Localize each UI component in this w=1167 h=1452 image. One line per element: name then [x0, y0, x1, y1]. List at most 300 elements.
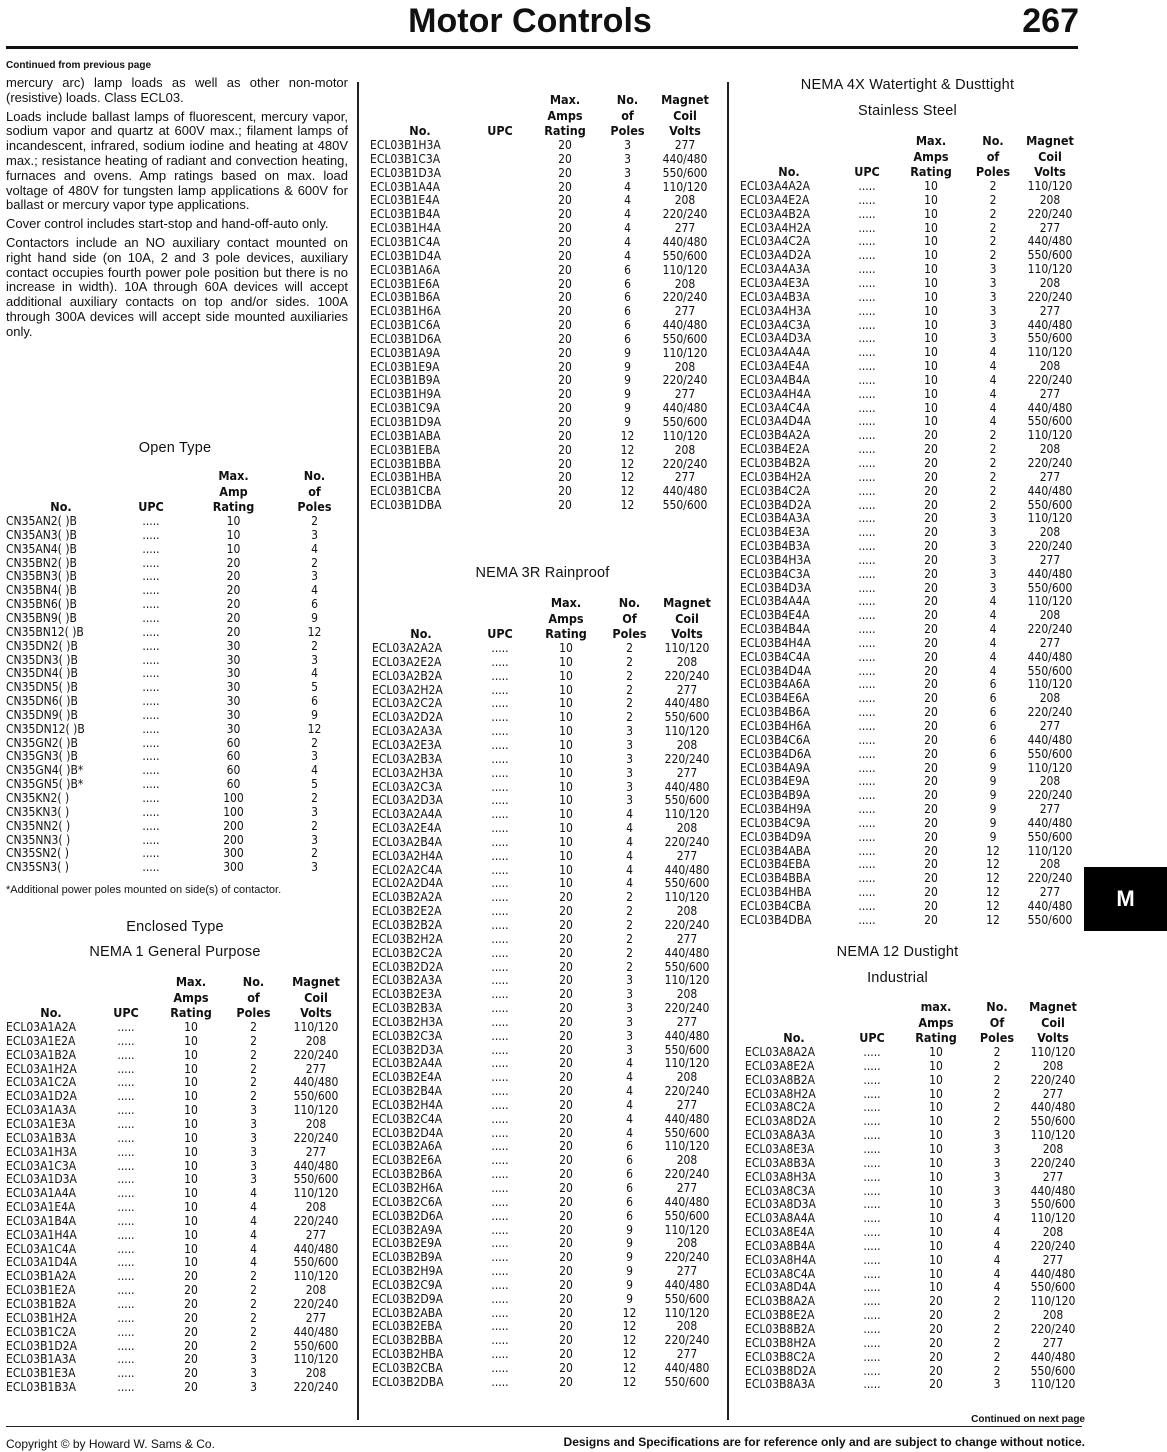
table-cell: 3: [989, 262, 997, 277]
table-cell: 3: [993, 1142, 1001, 1157]
table-cell: 440/480: [293, 1075, 339, 1090]
table-cell: 4: [626, 876, 633, 891]
table-cell: 5: [311, 777, 318, 792]
table-cell: 220/240: [293, 1213, 339, 1228]
table-cell: ECL03B1E4A: [370, 193, 440, 208]
table-cell: 20: [559, 1181, 573, 1196]
table-cell: .....: [491, 710, 509, 725]
table-row: [372, 1057, 717, 1071]
table-row: [372, 905, 717, 919]
table-row: [740, 499, 1080, 513]
table-cell: 20: [924, 802, 938, 817]
header-rule: [6, 46, 1078, 49]
table-cell: 60: [226, 777, 241, 792]
table-cell: 3: [993, 1169, 1001, 1184]
table-cell: 2: [250, 1338, 257, 1353]
table-cell: 4: [250, 1200, 257, 1215]
table-cell: 10: [929, 1086, 943, 1101]
table-cell: 3: [311, 527, 318, 542]
table-cell: 20: [924, 898, 938, 913]
table-row: [740, 429, 1080, 443]
table-cell: 9: [626, 1277, 633, 1292]
table-cell: .....: [491, 876, 509, 891]
table-cell: 4: [993, 1225, 1001, 1240]
table-row: [6, 557, 348, 571]
table-cell: 110/120: [664, 807, 710, 822]
table-cell: 220/240: [1030, 1321, 1076, 1336]
table-cell: 9: [989, 802, 997, 817]
table-cell: .....: [863, 1197, 881, 1212]
table-cell: 10: [924, 317, 938, 332]
table-cell: 110/120: [293, 1352, 339, 1367]
table-cell: 3: [989, 566, 997, 581]
table-cell: 550/600: [662, 414, 708, 429]
table-row: [740, 845, 1080, 859]
table-cell: 20: [558, 138, 572, 153]
table-cell: .....: [491, 1139, 509, 1154]
table-cell: 10: [929, 1280, 943, 1295]
table-cell: 10: [929, 1155, 943, 1170]
table-cell: 9: [626, 1264, 633, 1279]
table-cell: .....: [491, 668, 509, 683]
table-cell: 9: [989, 829, 997, 844]
table-cell: 20: [924, 705, 938, 720]
table-cell: 4: [989, 663, 997, 678]
table-cell: .....: [142, 790, 160, 805]
table-cell: 12: [620, 428, 635, 443]
table-cell: .....: [858, 469, 876, 484]
table-row: [6, 1340, 351, 1354]
table-cell: CN35DN9( )B: [6, 707, 78, 722]
table-cell: ECL03B1A9A: [370, 345, 441, 360]
table-cell: 110/120: [664, 890, 710, 905]
table-cell: 2: [250, 1075, 257, 1090]
nema12-heading: NEMA 12 Dustight: [836, 944, 959, 960]
table-cell: .....: [863, 1238, 881, 1253]
table-cell: ECL03A2A4A: [372, 807, 442, 822]
table-cell: 277: [676, 1347, 698, 1362]
table-cell: 277: [1042, 1252, 1064, 1267]
table-row: [745, 1101, 1083, 1115]
table-cell: 277: [1039, 719, 1061, 734]
table-cell: .....: [858, 774, 876, 789]
table-cell: 9: [989, 774, 997, 789]
table-cell: [470, 222, 530, 236]
table-cell: 277: [1039, 802, 1061, 817]
table-row: [740, 277, 1080, 291]
table-cell: 20: [924, 857, 938, 872]
table-cell: 12: [620, 498, 635, 513]
column-header: No.: [783, 1030, 805, 1046]
table-row: [740, 872, 1080, 886]
column-header: No. Of Poles: [612, 595, 647, 642]
table-cell: 440/480: [293, 1241, 339, 1256]
table-cell: 3: [311, 832, 318, 847]
table-cell: 10: [924, 248, 938, 263]
table-cell: 20: [558, 235, 572, 250]
table-cell: .....: [142, 514, 160, 529]
table-cell: 110/120: [662, 179, 708, 194]
table-cell: .....: [142, 860, 160, 875]
table-cell: 9: [624, 401, 631, 416]
table-cell: .....: [863, 1086, 881, 1101]
table-cell: 220/240: [664, 751, 710, 766]
table-cell: 10: [226, 541, 241, 556]
table-row: [372, 988, 717, 1002]
table-cell: .....: [858, 663, 876, 678]
table-cell: 20: [559, 1374, 573, 1389]
table-row: [6, 834, 348, 848]
table-cell: .....: [117, 1241, 135, 1256]
table-cell: .....: [858, 525, 876, 540]
table-row: [372, 781, 717, 795]
table-row: [372, 891, 717, 905]
table-row: [372, 1320, 717, 1334]
table-cell: 4: [624, 248, 631, 263]
table-cell: 4: [626, 1111, 633, 1126]
table-cell: 3: [989, 580, 997, 595]
table-cell: 12: [986, 898, 1000, 913]
table-cell: 208: [1042, 1058, 1064, 1073]
table-row: [740, 180, 1080, 194]
table-cell: 20: [924, 691, 938, 706]
table-cell: ECL03A4D2A: [740, 248, 811, 263]
table-row: [372, 1140, 717, 1154]
table-cell: CN35DN2( )B: [6, 638, 78, 653]
table-cell: 220/240: [1030, 1238, 1076, 1253]
table-row: [6, 1270, 351, 1284]
table-cell: ECL03B1C4A: [370, 235, 441, 250]
table-cell: 277: [676, 1014, 698, 1029]
table-cell: 110/120: [1027, 345, 1073, 360]
table-row: [6, 584, 348, 598]
table-row: [6, 1381, 351, 1395]
table-cell: .....: [117, 1117, 135, 1132]
table-row: [740, 554, 1080, 568]
table-cell: .....: [117, 1338, 135, 1353]
table-row: [740, 305, 1080, 319]
table-cell: .....: [858, 705, 876, 720]
table-cell: 20: [924, 829, 938, 844]
table-cell: 440/480: [664, 1111, 710, 1126]
table-cell: .....: [491, 973, 509, 988]
table-cell: ECL03A8H4A: [745, 1252, 816, 1267]
table-cell: 4: [250, 1213, 257, 1228]
table-row: [6, 1118, 351, 1132]
table-cell: 30: [226, 638, 241, 653]
table-cell: [470, 444, 530, 458]
table-cell: 3: [993, 1197, 1001, 1212]
table-cell: 20: [558, 331, 572, 346]
column-header: No. of Poles: [297, 468, 332, 515]
table-cell: 2: [250, 1033, 257, 1048]
table-cell: 10: [184, 1200, 198, 1215]
table-cell: 110/120: [1027, 843, 1073, 858]
table-cell: ECL03A1H2A: [6, 1061, 77, 1076]
table-cell: 20: [558, 373, 572, 388]
table-row: [372, 974, 717, 988]
table-cell: 440/480: [1027, 566, 1073, 581]
table-cell: .....: [142, 583, 160, 598]
table-cell: ECL03A4B3A: [740, 289, 811, 304]
column-header: Magnet Coil Volts: [1026, 133, 1074, 180]
table-row: [6, 640, 348, 654]
table-cell: 220/240: [664, 1084, 710, 1099]
table-cell: 6: [989, 677, 997, 692]
table-cell: 2: [311, 818, 318, 833]
table-row: [6, 1187, 351, 1201]
table-cell: ECL03A2A3A: [372, 724, 442, 739]
table-cell: .....: [863, 1280, 881, 1295]
table-row: [740, 388, 1080, 402]
table-cell: 4: [624, 207, 631, 222]
table-cell: ECL03A2H2A: [372, 682, 443, 697]
table-cell: 20: [924, 469, 938, 484]
table-row: [745, 1240, 1083, 1254]
table-cell: CN35GN5( )B*: [6, 777, 84, 792]
table-cell: 110/120: [664, 1056, 710, 1071]
table-row: [372, 1044, 717, 1058]
table-cell: 4: [626, 1125, 633, 1140]
table-row: [372, 1307, 717, 1321]
table-cell: [470, 485, 530, 499]
table-cell: ECL03B4ABA: [740, 843, 811, 858]
table-cell: [470, 374, 530, 388]
table-cell: .....: [491, 821, 509, 836]
table-row: [6, 737, 348, 751]
table-cell: 20: [558, 498, 572, 513]
table-row: [6, 1049, 351, 1063]
table-cell: 277: [674, 470, 696, 485]
table-cell: .....: [142, 721, 160, 736]
table-cell: .....: [858, 483, 876, 498]
table-cell: .....: [491, 738, 509, 753]
table-cell: ECL03B1A4A: [370, 179, 441, 194]
table-cell: 20: [924, 497, 938, 512]
table-cell: 10: [559, 751, 573, 766]
column-header: max. Amps Rating: [915, 999, 957, 1046]
table-row: [6, 598, 348, 612]
table-cell: ECL03B2E4A: [372, 1070, 442, 1085]
table-cell: 20: [184, 1296, 198, 1311]
table-cell: [470, 236, 530, 250]
table-cell: ECL03B1E2A: [6, 1283, 76, 1298]
table-cell: 300: [223, 846, 244, 861]
table-cell: ECL03B4A9A: [740, 760, 811, 775]
table-cell: 20: [559, 1084, 573, 1099]
table-row: [745, 1351, 1083, 1365]
nema12-subheading: Industrial: [867, 970, 928, 986]
table-cell: ECL03B4EBA: [740, 857, 810, 872]
table-cell: 2: [989, 455, 997, 470]
table-cell: 2: [250, 1047, 257, 1062]
table-cell: 20: [226, 569, 241, 584]
table-row: [372, 642, 717, 656]
table-cell: 3: [993, 1155, 1001, 1170]
table-cell: 4: [626, 807, 633, 822]
table-cell: 440/480: [1030, 1183, 1076, 1198]
table-cell: 440/480: [664, 1360, 710, 1375]
table-cell: ECL03B2H4A: [372, 1097, 443, 1112]
table-cell: 208: [1039, 608, 1061, 623]
table-cell: 20: [559, 917, 573, 932]
table-row: [6, 626, 348, 640]
table-cell: 2: [989, 483, 997, 498]
table-row: [370, 153, 715, 167]
table-cell: 440/480: [664, 696, 710, 711]
table-cell: 2: [311, 555, 318, 570]
table-cell: 20: [558, 165, 572, 180]
table-cell: .....: [863, 1377, 881, 1392]
table-cell: ECL03B2D3A: [372, 1042, 443, 1057]
table-cell: 9: [989, 815, 997, 830]
table-cell: 110/120: [1027, 594, 1073, 609]
table-cell: [470, 194, 530, 208]
table-cell: 220/240: [1027, 289, 1073, 304]
table-cell: 10: [929, 1197, 943, 1212]
table-row: [6, 750, 348, 764]
table-row: [745, 1365, 1083, 1379]
table-cell: 20: [924, 566, 938, 581]
table-cell: .....: [858, 691, 876, 706]
table-cell: ECL03B1D2A: [6, 1338, 77, 1353]
table-cell: .....: [491, 682, 509, 697]
table-row: [370, 250, 715, 264]
open-type-footnote: *Additional power poles mounted on side(s) of contactor.: [6, 884, 282, 896]
table-cell: ECL03B4D6A: [740, 746, 811, 761]
table-cell: 10: [559, 779, 573, 794]
table-cell: 20: [558, 304, 572, 319]
table-cell: [470, 250, 530, 264]
table-cell: ECL03A1C4A: [6, 1241, 77, 1256]
table-cell: 2: [311, 514, 318, 529]
table-cell: .....: [491, 959, 509, 974]
table-row: [740, 734, 1080, 748]
table-row: [372, 877, 717, 891]
table-cell: .....: [491, 1319, 509, 1334]
table-cell: 277: [305, 1144, 327, 1159]
column-header: No. of Poles: [236, 974, 271, 1021]
table-cell: 10: [924, 386, 938, 401]
table-cell: 3: [626, 765, 633, 780]
table-row: [372, 1293, 717, 1307]
table-row: [6, 1021, 351, 1035]
table-cell: 10: [184, 1103, 198, 1118]
table-cell: 12: [986, 885, 1000, 900]
table-cell: .....: [858, 248, 876, 263]
table-cell: 277: [676, 848, 698, 863]
table-row: [6, 723, 348, 737]
table-cell: 550/600: [662, 248, 708, 263]
table-cell: [470, 499, 530, 513]
table-cell: 3: [993, 1128, 1001, 1143]
table-cell: ECL03A1C2A: [6, 1075, 77, 1090]
table-cell: 220/240: [664, 1001, 710, 1016]
table-cell: 20: [558, 207, 572, 222]
table-cell: 277: [676, 931, 698, 946]
table-cell: 9: [624, 345, 631, 360]
nema3r-heading: NEMA 3R Rainproof: [475, 565, 610, 581]
table-row: [740, 471, 1080, 485]
table-cell: 9: [626, 1250, 633, 1265]
table-cell: .....: [858, 386, 876, 401]
table-cell: 10: [929, 1100, 943, 1115]
table-cell: 20: [924, 552, 938, 567]
table-cell: 10: [559, 765, 573, 780]
table-cell: ECL03B8E2A: [745, 1308, 815, 1323]
table-cell: .....: [491, 1236, 509, 1251]
table-row: [740, 692, 1080, 706]
table-cell: ECL03B4DBA: [740, 912, 812, 927]
table-row: [6, 806, 348, 820]
table-cell: 550/600: [293, 1338, 339, 1353]
table-row: [745, 1129, 1083, 1143]
table-cell: ECL03B1D3A: [370, 165, 441, 180]
table-cell: [470, 333, 530, 347]
table-cell: 9: [624, 387, 631, 402]
table-cell: 220/240: [1027, 206, 1073, 221]
table-row: [6, 861, 348, 875]
table-cell: CN35GN2( )B: [6, 735, 78, 750]
table-cell: 550/600: [1027, 331, 1073, 346]
table-cell: 9: [989, 788, 997, 803]
table-cell: 12: [307, 624, 322, 639]
table-cell: [470, 278, 530, 292]
table-cell: 3: [250, 1144, 257, 1159]
table-cell: 110/120: [664, 724, 710, 739]
table-cell: 100: [223, 790, 244, 805]
table-cell: 3: [624, 151, 631, 166]
table-cell: .....: [858, 635, 876, 650]
table-cell: 550/600: [1027, 497, 1073, 512]
table-cell: 20: [559, 890, 573, 905]
table-cell: 20: [558, 470, 572, 485]
table-row: [372, 919, 717, 933]
table-cell: 208: [676, 1236, 698, 1251]
table-cell: 110/120: [1027, 262, 1073, 277]
table-cell: 20: [924, 719, 938, 734]
table-cell: ECL03A2E4A: [372, 821, 442, 836]
table-cell: 2: [626, 682, 633, 697]
table-cell: ECL03B2ABA: [372, 1305, 443, 1320]
table-row: [372, 1099, 717, 1113]
table-cell: 20: [924, 622, 938, 637]
table-cell: .....: [863, 1294, 881, 1309]
table-cell: CN35KN2( ): [6, 790, 70, 805]
table-cell: ECL03A1A4A: [6, 1186, 76, 1201]
table-cell: 10: [924, 303, 938, 318]
table-cell: 550/600: [293, 1172, 339, 1187]
table-cell: 10: [929, 1058, 943, 1073]
table-cell: .....: [117, 1296, 135, 1311]
table-cell: 4: [626, 1084, 633, 1099]
table-cell: 10: [924, 276, 938, 291]
table-row: [372, 794, 717, 808]
table-cell: ECL03B2EBA: [372, 1319, 442, 1334]
table-cell: ECL03B1H4A: [370, 221, 441, 236]
table-cell: 20: [559, 1111, 573, 1126]
table-cell: 2: [250, 1296, 257, 1311]
nema4x-heading: NEMA 4X Watertight & Dusttight: [800, 77, 1015, 93]
table-cell: .....: [858, 428, 876, 443]
table-cell: 220/240: [293, 1296, 339, 1311]
table-cell: 10: [184, 1117, 198, 1132]
table-cell: 20: [559, 1153, 573, 1168]
table-cell: 3: [989, 552, 997, 567]
table-cell: ECL03B4C9A: [740, 815, 811, 830]
column-header: Max. Amp Rating: [212, 468, 255, 515]
intro-paragraph: Loads include ballast lamps of fluorescent, mercury vapor, sodium vapor and quartz at 600V max.; filament lamps of incandescent, infrared, sodium iodine and heating at 480V max.; resistance heating of radiant and convection heating, furnaces and ovens. Amp ratings based on max. load voltage of 480V for tungsten lamp applications & 600V for ballast or mercury vapor type applications.: [6, 108, 348, 213]
